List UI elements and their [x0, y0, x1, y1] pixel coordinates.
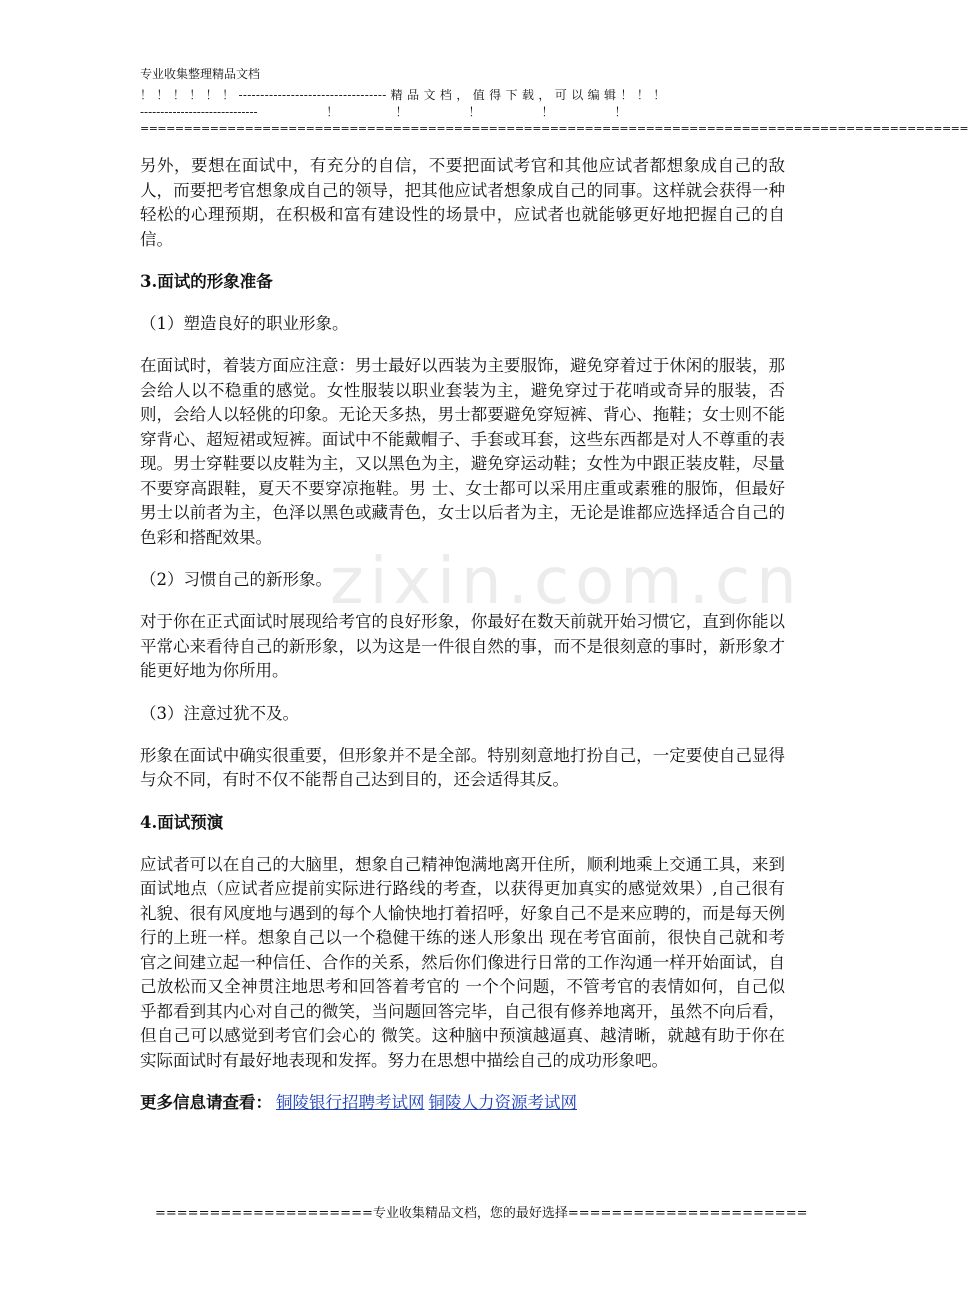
- section-heading-appearance: 3.面试的形象准备: [140, 272, 273, 291]
- footer-banner: ====================专业收集精品文档，您的最好选择======================: [155, 1206, 808, 1221]
- link-bank-exam[interactable]: 铜陵银行招聘考试网: [276, 1093, 425, 1112]
- paragraph-get-used: 对于你在正式面试时展现给考官的良好形象，你最好在数天前就开始习惯它，直到你能以平常心来看待自己的新形象，以为这是一件很自然的事，而不是很刻意的事时，新形象才能更好地为你所用。: [140, 612, 785, 680]
- watermark: zixin.com.cn: [330, 545, 803, 619]
- section-heading-rehearsal: 4.面试预演: [140, 812, 224, 832]
- header-banner-line: ！ ！ ！ ！ ！ ！ ---------------------------------- 精 品 文 档 ， 值 得 下 载 ， 可 以 编 辑 ！ ！ ！: [140, 88, 666, 102]
- header-divider: ===============================================================================================: [140, 122, 968, 135]
- paragraph-rehearsal: 应试者可以在自己的大脑里，想象自己精神饱满地离开住所，顺利地乘上交通工具，来到面试地点（应试者应提前实际进行路线的考查，以获得更加真实的感觉效果）,自己很有礼貌、很有风度地与遇到的每个人愉快地打着招呼，好象自己不是来应聘的，而是每天例行的上班一样。想象自己以一个稳健干练的迷人形象出 现在考官面前，很快自己就和考官之间建立起一种信任、合作的关系，然后你们像进行日常的工作沟通一样开始面试，自己放松而又全神贯注地思考和回答着考官的 一个个问题，不管考官的表情如何，自己似乎都看到其内心对自己的微笑，当问题回答完毕，自己很有修养地离开，虽然不向后看，但自己可以感觉到考官们会心的 微笑。这种脑中预演越逼真、越清晰，就越有助于你在实际面试时有最好地表现和发挥。努力在思想中描绘自己的成功形象吧。: [140, 854, 785, 1070]
- document-body: [140, 154, 785, 1115]
- link-hr-exam[interactable]: 铜陵人力资源考试网: [428, 1093, 577, 1112]
- subheading-new-image: （2）习惯自己的新形象。: [140, 570, 332, 589]
- subheading-professional-image: （1）塑造良好的职业形象。: [140, 314, 349, 333]
- more-info: [140, 1091, 785, 1115]
- paragraph-dress-code: 在面试时，着装方面应注意：男士最好以西装为主要服饰，避免穿着过于休闲的服装，那会给人以不稳重的感觉。女性服装以职业套装为主，避免穿过于花哨或奇异的服装，否则，会给人以轻佻的印象。无论天多热，男士都要避免穿短裤、背心、拖鞋；女士则不能穿背心、超短裙或短裤。面试中不能戴帽子、手套或耳套，这些东西都是对人不尊重的表现。男士穿鞋要以皮鞋为主，又以黑色为主，避免穿运动鞋；女性为中跟正装皮鞋，尽量不要穿高跟鞋，夏天不要穿凉拖鞋。男 士、女士都可以采用庄重或素雅的服饰，但最好男士以前者为主，色泽以黑色或藏青色，女士以后者为主，无论是谁都应选择适合自己的色彩和搭配效果。: [140, 356, 785, 547]
- header-title: 专业收集整理精品文档: [140, 67, 261, 81]
- more-info-label: 更多信息请查看：: [140, 1093, 272, 1112]
- header-dash-line: ----------------------------- ！ ！ ！ ！ ！: [140, 105, 627, 119]
- paragraph-confidence: 另外，要想在面试中，有充分的自信，不要把面试考官和其他应试者都想象成自己的敌人，而要把考官想象成自己的领导，把其他应试者想象成自己的同事。这样就会获得一种轻松的心理预期，在积极和富有建设性的场景中，应试者也就能够更好地把握自己的自信。: [140, 156, 785, 249]
- subheading-moderation: （3）注意过犹不及。: [140, 703, 299, 723]
- paragraph-moderation: 形象在面试中确实很重要，但形象并不是全部。特别刻意地打扮自己，一定要使自己显得与众不同，有时不仅不能帮自己达到目的，还会适得其反。: [140, 745, 785, 789]
